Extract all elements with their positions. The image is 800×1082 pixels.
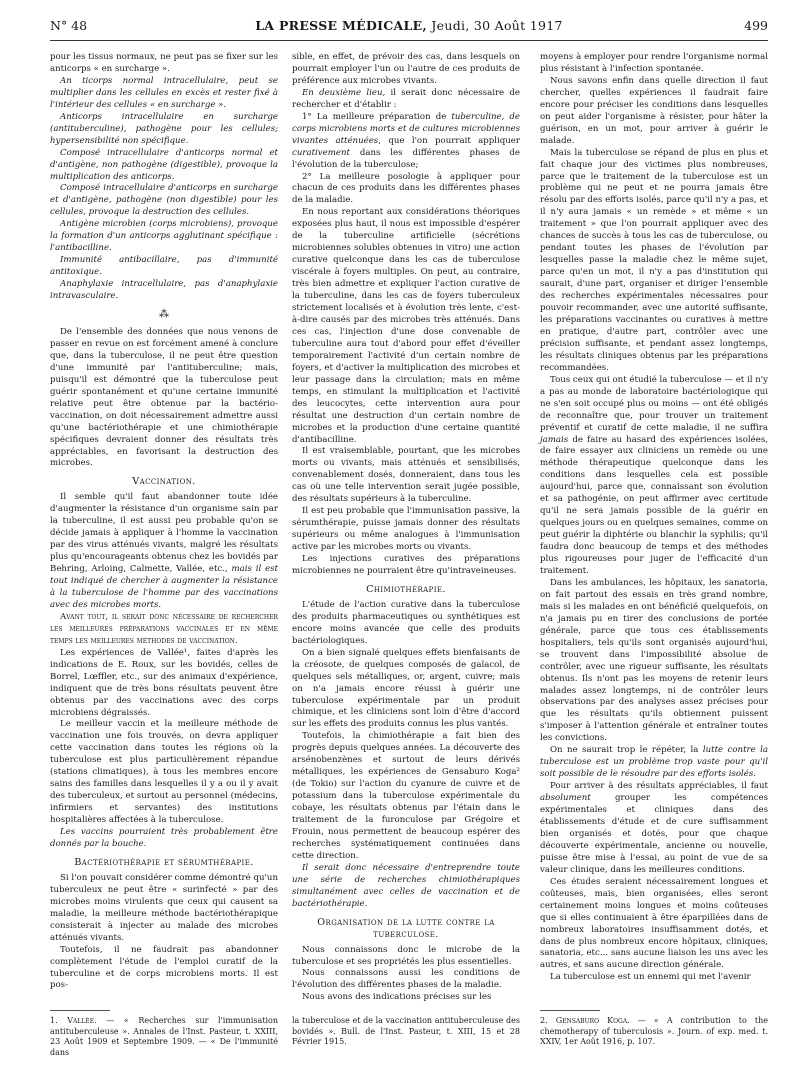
paragraph: Mais la tuberculose se répand de plus en plus et fait chaque jour des victimes plus nombreuses, parce que le traitement de la tuberculose est un problème qui ne peut et ne pourra jamais être résolu par des efforts isolés, parce qu'il n'y a pas, et il n'y aura jamais « un remède » et même « un traitement » que l'on pourrait appliquer avec des chances de succès à tous les cas de tuberculose, ou pendant toutes les phases de l'évolution par lesquelles passe la maladie chez le même sujet, parce qu'en un mot, il n'y a pas d'institution qui saurait, d'une part, organiser et diriger l'ensemble des recherches expérimentales nécessaires pour pouvoir recommander, avec une autorité suffisante, les préparations vaccinantes ou curatives à mettre en pratique, d'autre part, contrôler avec une précision suffisante, et pendant assez longtemps, les résultats cliniques obtenus par les préparations recommandées. <box>540 147 768 373</box>
issue-date: Jeudi, 30 Août 1917 <box>431 18 563 33</box>
paragraph: Anaphylaxie intracellulaire, pas d'anaphylaxie intravasculaire. <box>50 279 278 302</box>
paragraph: Ces études seraient nécessairement longues et coûteuses, mais, bien organisées, elles seront certainement moins longues et moins coûteuses que si elles continuaient à être éparpillées dans de nombreux laboratoires insuffisamment dotés, et dans de plus nombreux encore hôpitaux, cliniques, sanatoria, etc... sans aucune liaison les uns avec les autres, et sans aucune direction générale. <box>540 876 768 971</box>
text-span: 1° La meilleure préparation de <box>302 111 452 122</box>
column-1 <box>50 52 278 992</box>
text-span: il serait donc nécessaire de rechercher et d'établir : <box>292 87 520 110</box>
footnote-text: — « A contribution to the chemotherapy of tuberculosis ». Journ. of exp. med. t. XXIV, 1er Août 1916, p. 107. <box>540 1016 769 1046</box>
paragraph: pour les tissus normaux, ne peut pas se fixer sur les anticorps « en surcharge ». <box>50 52 278 74</box>
text-span: curativement <box>292 147 350 158</box>
paragraph <box>50 492 278 612</box>
page-header <box>50 18 768 38</box>
footnote-1 <box>50 1016 278 1058</box>
paragraph: An ticorps normal intracellulaire, peut se multiplier dans les cellules en excès et rester fixé à l'intérieur des cellules « en surcharge ». <box>50 75 278 110</box>
paragraph: Anticorps intracellulaire en surcharge (antituberculine), pathogène pour les cellules; hypersensibilité non spécifique. <box>50 111 278 146</box>
paragraph: L'étude de l'action curative dans la tuberculose des produits pharmaceutiques ou synthétiques est encore moins avancée que celle des produits bactériologiques. <box>292 599 520 646</box>
section-heading: Bactériothérapie et sérumthérapie. <box>74 856 254 868</box>
paragraph: sible, en effet, de prévoir des cas, dans lesquels on pourrait employer l'un ou l'autre de ces produits de préférence aux microbes vivants. <box>292 52 520 86</box>
section-heading: Vaccination. <box>132 476 196 488</box>
text-span: On ne saurait trop le répéter, la <box>550 745 703 756</box>
section-heading: Organisation de la lutte contre la tuberculose. <box>317 916 495 940</box>
text-span: de faire au hasard des expériences isolées, de faire essayer aux cliniciens un remède ou une méthode thérapeutique quelconque dans les conditions dans lesquelles cela est possible aujourd'hui, parce que, connaissant son évolution et sa pathogénie, on peut affirmer avec certitude qu'il ne sera jamais possible de la guérir en quelques jours ou en quelques semaines, comme on peut guérir la diphtérie ou blanchir la syphilis; qu'il faudra donc beaucoup de temps et des méthodes plus rigoureuses pour juger de l'efficacité d'un traitement. <box>540 434 768 576</box>
paragraph: Les vaccins pourraient très probablement être donnés par la bouche. <box>50 827 278 849</box>
paragraph: Nous connaissons aussi les conditions de l'évolution des différentes phases de la maladie. <box>292 968 520 991</box>
footnote-author: 2. Gensaburo Koga. <box>540 1016 630 1025</box>
text-span: tuberculine, de corps microbiens morts et de cultures microbiennes vivantes atténuées, <box>292 111 520 146</box>
page-number: 499 <box>744 18 768 33</box>
paragraph: Antigène microbien (corps microbiens), provoque la formation d'un anticorps agglutinant spécifique : l'antibacilline. <box>50 219 278 254</box>
paragraph: Les expériences de Vallée¹, faites d'après les indications de E. Roux, sur les bovidés, celles de Borrel, Lœffler, etc., sur des animaux d'expérience, indiquent que de très bons résultats peuvent être obtenus par des vaccinations avec des corps microbiens dégraissés. <box>50 647 278 718</box>
issue-number: N° 48 <box>50 18 88 33</box>
paragraph: Toutefois, il ne faudrait pas abandonner complètement l'étude de l'emploi curatif de la tuberculine et de corps microbiens morts. Il est pos- <box>50 944 278 991</box>
paragraph: Il est peu probable que l'immunisation passive, la sérumthérapie, puisse jamais donner des résultats supérieurs ou même analogues à l'immunisation active par les microbes morts ou vivants. <box>292 506 520 553</box>
text-span: lutte contre la tuberculose est un problème trop vaste pour qu'il soit possible de le résoudre par des efforts isolés. <box>540 745 769 780</box>
paragraph: 2° La meilleure posologie à appliquer pour chacun de ces produits dans les différentes phases de la maladie. <box>292 171 520 206</box>
column-2 <box>292 52 520 1004</box>
section-separator: ⁂ <box>159 309 169 321</box>
text-span: grouper les compétences expérimentales et cliniques dans des établissements d'étude et de cure suffisamment bien organisés et dotés, pour que chaque découverte expérimentale, ancienne ou nouvelle, puisse être mise à l'essai, au point de vue de sa valeur clinique, dans les meilleures conditions. <box>540 793 768 875</box>
journal-title-line <box>50 18 768 33</box>
paragraph: Il est vraisemblable, pourtant, que les microbes morts ou vivants, mais atténués et sensibilisés, convenablement dosés, donneraient, dans tous les cas où une telle intervention serait jugée possible, des résultats supérieurs à la tuberculine. <box>292 446 520 505</box>
text-span: jamais <box>540 434 569 445</box>
footnote-rule <box>540 1010 600 1011</box>
paragraph <box>292 112 520 172</box>
text-span: que l'on pourrait appliquer <box>380 135 521 146</box>
journal-title: LA PRESSE MÉDICALE, <box>255 18 428 33</box>
paragraph: De l'ensemble des données que nous venons de passer en revue on est forcément amené à conclure que, dans la tuberculose, il ne peut être question d'une immunité par l'antituberculine; mais, puisqu'il est démontré que la tuberculose peut guérir spontanément et qu'une certaine immunité relative peut être obtenue par la bactério-vaccination, on doit nécessairement admettre aussi qu'une bactériothérapie et une chimiothérapie spécifiques devraient donner des résultats très appréciables, en favorisant la destruction des microbes. <box>50 326 278 469</box>
paragraph: Dans les ambulances, les hôpitaux, les sanatoria, on fait partout des essais en très grand nombre, mais si les malades en ont bénéficié quelquefois, on n'a jamais pu en tirer des conclusions de portée générale, parce que tous ces établissements hospitaliers, tels qu'ils sont organisés aujourd'hui, se trouvent dans l'impossibilité absolue de contrôler, avec une rigueur suffisante, les résultats obtenus. Ils n'ont pas les moyens de retenir leurs malades assez longtemps, ni de contrôler leurs observations par des analyses assez précises pour que les résultats qu'ils obtiennent puissent s'imposer à l'attention générale et entraîner toutes les convictions. <box>540 577 768 744</box>
footnote-rule <box>50 1010 110 1011</box>
paragraph: Toutefois, la chimiothérapie a fait bien des progrès depuis quelques années. La découverte des arsénobenzènes et surtout de leurs dérivés métalliques, les expériences de Gensaburo Koga² (de Tokio) sur l'action du cyanure de cuivre et de potassium dans la tuberculose expérimentale du cobaye, les résultats obtenus par l'étain dans le traitement de la furonculose par Grégoire et Frouin, nous permettent de beaucoup espérer des recherches systématiquement continuées dans cette direction. <box>292 731 520 861</box>
paragraph: On a bien signalé quelques effets bienfaisants de la créosote, de quelques composés de gaïacol, de quelques sels métalliques, or, argent, cuivre; mais on n'a jamais encore réussi à guérir une tuberculose expérimentale par un produit chimique, et les cliniciens sont loin d'être d'accord sur les effets des produits connus les plus vantés. <box>292 647 520 730</box>
footnote-author: 1. Vallée. <box>50 1016 97 1025</box>
footnote-1-continued: la tuberculose et de la vaccination antituberculeuse des bovidés ». Bull. de l'Inst. Pasteur, t. XIII, 15 et 28 Février 1915. <box>292 1016 520 1046</box>
text-span: mais il est tout indiqué de chercher à augmenter la résistance à la tuberculose de l'homme par des vaccinations avec des microbes morts. <box>50 564 279 610</box>
paragraph: En nous reportant aux considérations théoriques exposées plus haut, il nous est impossible d'espérer de la tuberculine artificielle (sécrétions microbiennes solubles obtenues in vitro) une action curative quelconque dans les cas de tuberculose viscérale à foyers multiples. On peut, au contraire, très bien admettre et expliquer l'action curative de la tuberculine, dans les cas de foyers tuberculeux strictement localisés et à évolution très lente, c'est-à-dire causés par des microbes très atténués. Dans ces cas, l'injection d'une dose convenable de tuberculine aura tout d'abord pour effet d'éveiller temporairement l'activité d'un certain nombre de foyers, et d'activer la multiplication des microbes et leur passage dans la circulation; mais en même temps, en stimulant la multiplication et l'activité des leucocytes, cette intervention aura pour résultat une destruction d'un certain nombre de microbes et la production d'une certaine quantité d'antibacilline. <box>292 207 520 445</box>
text-span: dans les différentes phases de l'évolution de la tuberculose; <box>292 147 520 170</box>
paragraph: Avant tout, il serait donc nécessaire de rechercher les meilleures préparations vaccinales et en même temps les meilleures méthodes de vaccination. <box>50 611 278 646</box>
paragraph <box>540 745 768 781</box>
column-3 <box>540 52 768 984</box>
text-span: Il semble qu'il faut abandonner toute idée d'augmenter la résistance d'un organisme sain par la tuberculine, il est aussi peu probable qu'on se décide jamais à appliquer à l'homme la vaccination par des virus atténués vivants, malgré les résultats plus qu'encourageants obtenus chez les bovidés par Behring, Arloing, Calmette, Vallée, etc., <box>50 492 278 575</box>
paragraph: Les injections curatives des préparations microbiennes ne pourraient être qu'intraveineuses. <box>292 554 520 576</box>
paragraph: Immunité antibacillaire, pas d'immunité antitoxique. <box>50 255 278 278</box>
text-span: En deuxième lieu, <box>302 87 386 98</box>
paragraph: Le meilleur vaccin et la meilleure méthode de vaccination une fois trouvés, on devra appliquer cette vaccination dans toutes les régions où la tuberculose est plus particulièrement répandue (stations climatiques), à tous les membres encore sains des familles dans lesquelles il y a ou il y avait des tuberculeux, et surtout au personnel (médecins, infirmiers et servantes) des institutions hospitalières affectées à la tuberculose. <box>50 719 278 826</box>
paragraph: Nous savons enfin dans quelle direction il faut chercher, quelles expériences il faudrait faire encore pour préciser les conditions dans lesquelles on peut aider l'organisme à résister, pour hâter la guérison, en un mot, pour arriver à guérir le malade. <box>540 75 768 146</box>
text-span: absolument <box>540 793 591 804</box>
paragraph: Il serait donc nécessaire d'entreprendre toute une série de recherches chimiothérapiques simultanément avec celles de vaccination et de bactériothérapie. <box>292 862 520 909</box>
footnote-2 <box>540 1016 768 1048</box>
paragraph <box>540 375 768 578</box>
paragraph: Composé intracellulaire d'anticorps normal et d'antigène, non pathogène (digestible), provoque la multiplication des anticorps. <box>50 147 278 182</box>
paragraph <box>540 781 768 877</box>
paragraph: moyens à employer pour rendre l'organisme normal plus résistant à l'infection spontanée. <box>540 52 768 74</box>
paragraph: Composé intracellulaire d'anticorps en surcharge et d'antigène, pathogène (non digestible) pour les cellules, provoque la destruction des cellules. <box>50 183 278 218</box>
text-span: Tous ceux qui ont étudié la tuberculose — et il n'y a pas au monde de laboratoire bactériologique qui ne s'en soit occupé plus ou moins — ont été obligés de reconnaître que, pour trouver un traitement préventif et curatif de cette maladie, il ne suffira <box>540 374 768 433</box>
paragraph: Nous avons des indications précises sur les <box>302 992 492 1003</box>
footnote-text: — « Recherches sur l'immunisation antituberculeuse ». Annales de l'Inst. Pasteur, t. XXIII, 23 Août 1909 et Septembre 1909. — « De l'immunité dans <box>50 1016 278 1057</box>
paragraph: La tuberculose est un ennemi qui met l'avenir <box>550 972 751 983</box>
section-heading: Chimiothérapie. <box>366 583 446 595</box>
header-rule <box>50 40 768 41</box>
text-span: Pour arriver à des résultats appréciables, il faut <box>550 781 768 792</box>
paragraph: Nous connaissons donc le microbe de la tuberculose et ses propriétés les plus essentielles. <box>292 944 520 967</box>
paragraph <box>292 88 520 112</box>
paragraph: Si l'on pouvait considérer comme démontré qu'un tuberculeux ne peut être « surinfecté » par des microbes moins virulents que ceux qui causent sa maladie, la meilleure méthode bactériothérapique consisterait à injecter au malade des microbes atténués vivants. <box>50 872 278 943</box>
